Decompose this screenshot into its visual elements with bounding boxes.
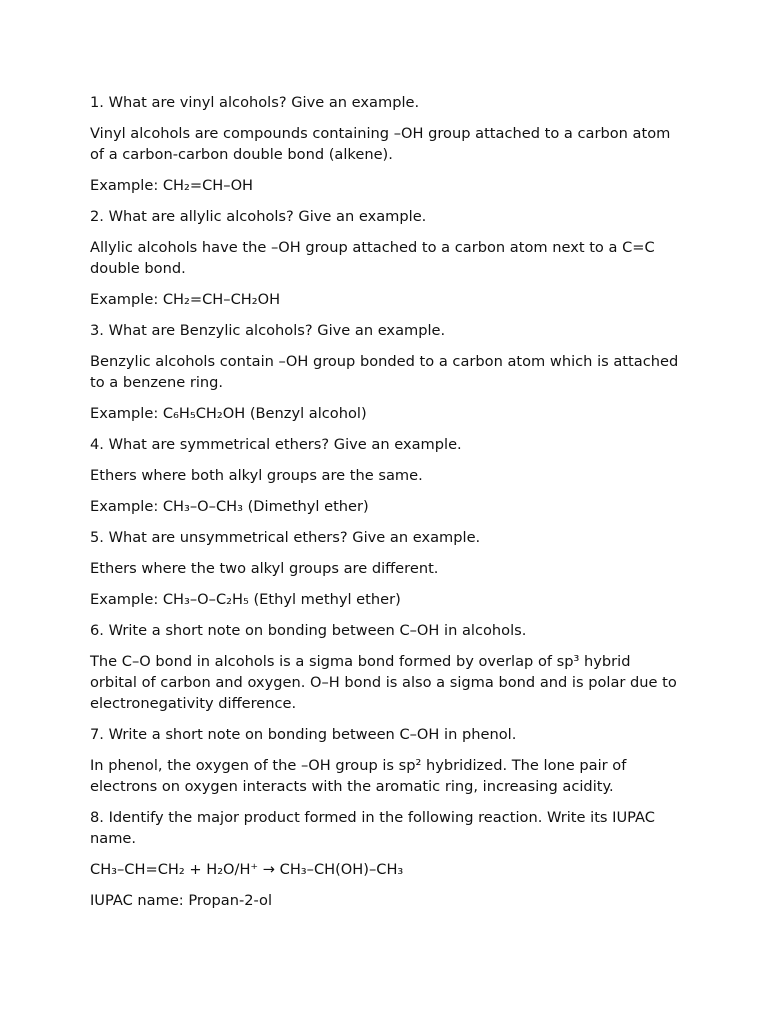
answer-2: Allylic alcohols have the –OH group attached to a carbon atom next to a C=C double bond. xyxy=(90,239,655,277)
question-5: 5. What are unsymmetrical ethers? Give an example. xyxy=(90,529,481,546)
example-3: Example: C₆H₅CH₂OH (Benzyl alcohol) xyxy=(90,405,367,422)
example-2: Example: CH₂=CH–CH₂OH xyxy=(90,291,281,308)
example-5: Example: CH₃–O–C₂H₅ (Ethyl methyl ether) xyxy=(90,591,401,608)
question-2: 2. What are allylic alcohols? Give an example. xyxy=(90,208,427,225)
answer-6: The C–O bond in alcohols is a sigma bond formed by overlap of sp³ hybrid orbital of carbon and oxygen. O–H bond is also a sigma bond and is polar due to electronegativity difference. xyxy=(90,653,677,712)
answer-4: Ethers where both alkyl groups are the same. xyxy=(90,467,423,484)
question-4: 4. What are symmetrical ethers? Give an example. xyxy=(90,436,462,453)
question-8: 8. Identify the major product formed in the following reaction. Write its IUPAC name. xyxy=(90,809,655,847)
answer-3: Benzylic alcohols contain –OH group bonded to a carbon atom which is attached to a benzene ring. xyxy=(90,353,679,391)
reaction-equation: CH₃–CH=CH₂ + H₂O/H⁺ → CH₃–CH(OH)–CH₃ xyxy=(90,861,404,878)
question-1: 1. What are vinyl alcohols? Give an example. xyxy=(90,94,420,111)
question-7: 7. Write a short note on bonding between C–OH in phenol. xyxy=(90,726,517,743)
document-body xyxy=(90,92,680,921)
answer-7: In phenol, the oxygen of the –OH group is sp² hybridized. The lone pair of electrons on oxygen interacts with the aromatic ring, increasing acidity. xyxy=(90,757,627,795)
example-4: Example: CH₃–O–CH₃ (Dimethyl ether) xyxy=(90,498,369,515)
answer-5: Ethers where the two alkyl groups are different. xyxy=(90,560,439,577)
answer-1: Vinyl alcohols are compounds containing –OH group attached to a carbon atom of a carbon-carbon double bond (alkene). xyxy=(90,125,671,163)
iupac-name: IUPAC name: Propan-2-ol xyxy=(90,892,273,909)
question-6: 6. Write a short note on bonding between C–OH in alcohols. xyxy=(90,622,527,639)
example-1: Example: CH₂=CH–OH xyxy=(90,177,254,194)
question-3: 3. What are Benzylic alcohols? Give an example. xyxy=(90,322,446,339)
